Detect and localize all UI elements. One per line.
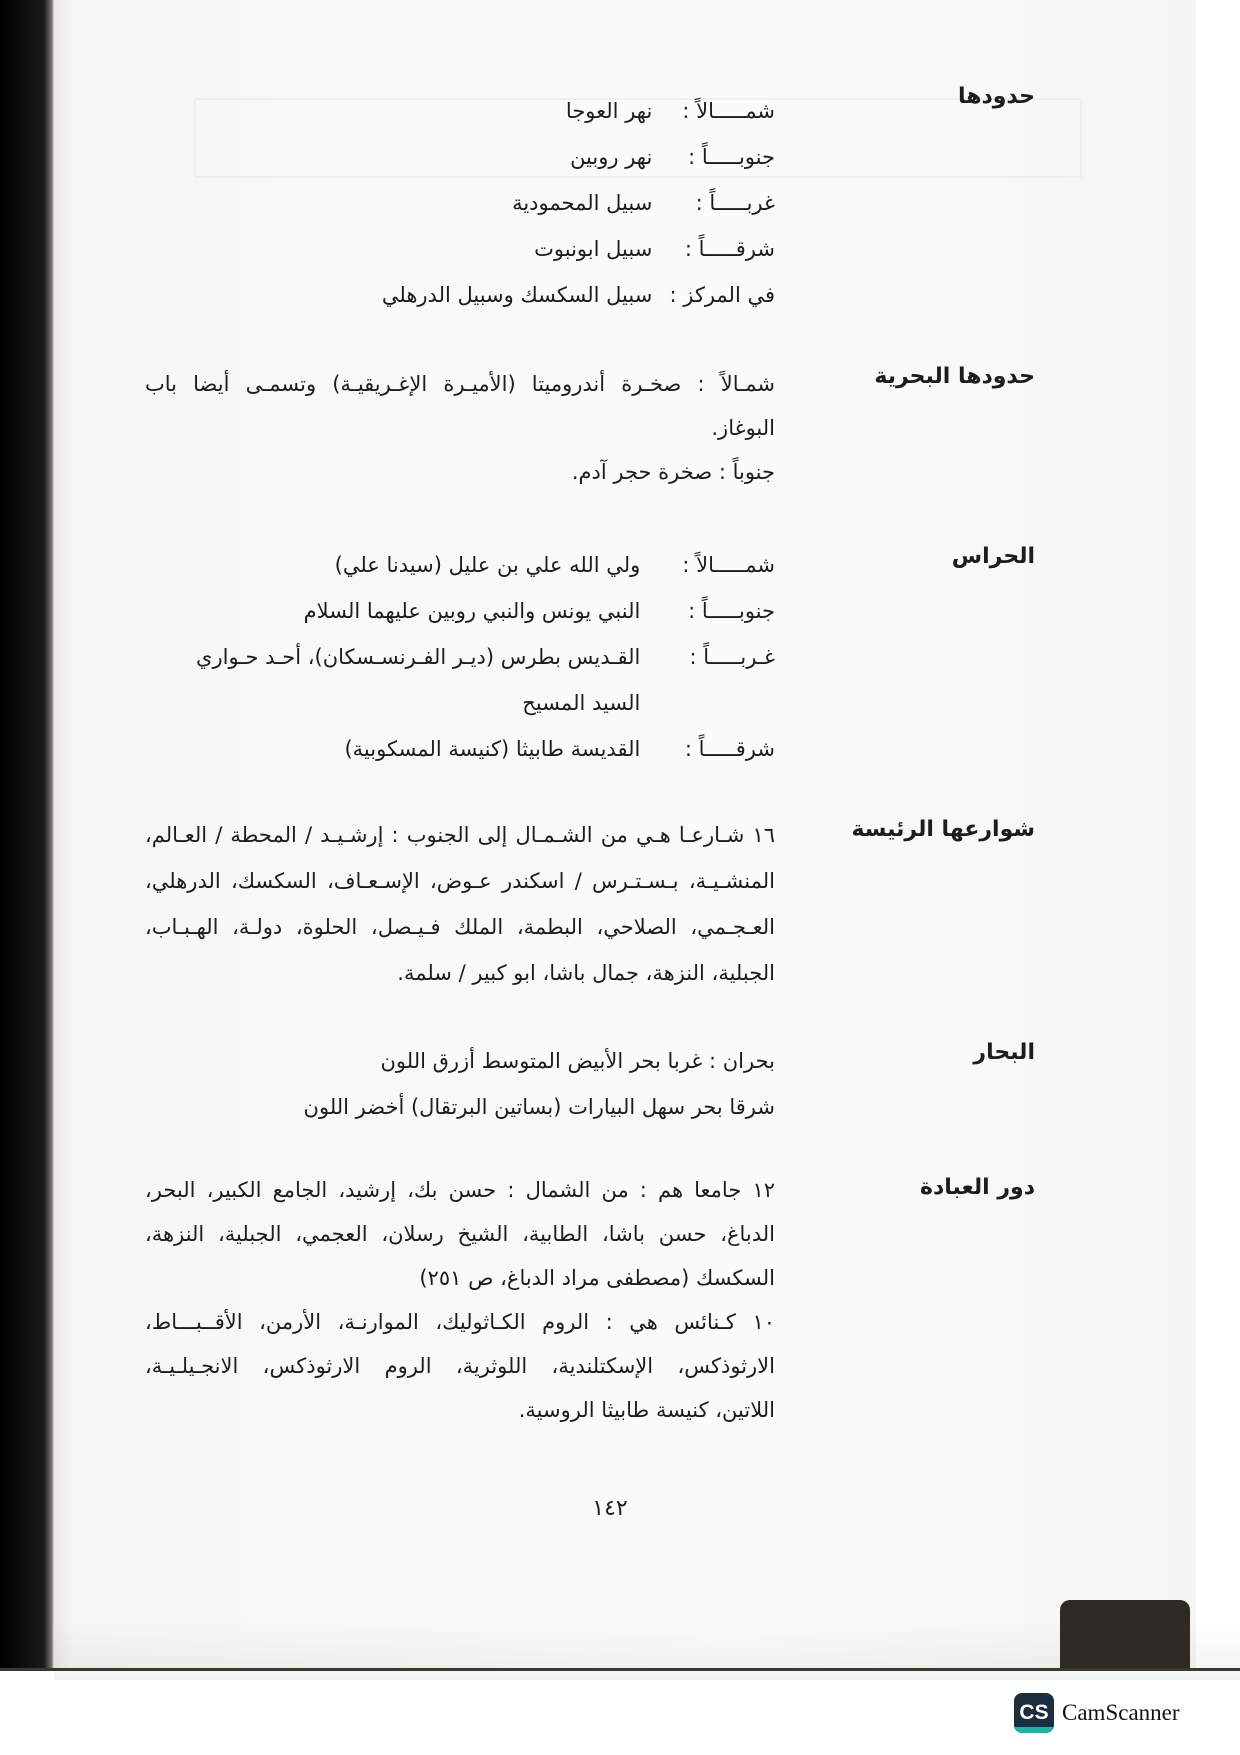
border-line: جنوبـــــاً : نهر روبين [570,145,775,169]
text-line: شمـالاً : صخـرة أندروميتا (الأميـرة الإغـريقيـة) وتسمـى أيضا باب [145,372,775,396]
scanner-clip [1060,1600,1190,1670]
text-line: اللاتين، كنيسة طابيثا الروسية. [518,1398,775,1422]
text-line: الدباغ، حسن باشا، الطابية، الشيخ رسلان، العجمي، الجبلية، النزهة، [145,1222,775,1246]
guardian-line: شرقـــــاً : القديسة طابيثا (كنيسة المسكوبية) [344,737,775,761]
heading-seas: البحار [973,1040,1035,1065]
text-line: ١٢ جامعا هم : من الشمال : حسن بك، إرشيد، الجامع الكبير، البحر، [145,1178,775,1202]
camscanner-logo-icon: CS [1014,1693,1054,1733]
seas-text [145,1038,775,1130]
heading-sea-borders: حدودها البحرية [874,364,1035,389]
sea-borders-text [145,362,775,494]
worship-text [145,1168,775,1432]
page-number: ١٤٢ [592,1496,628,1521]
heading-main-streets: شوارعها الرئيسة [851,817,1035,842]
heading-borders: حدودها [957,84,1035,109]
border-line: شمـــــالاً : نهر العوجا [565,99,775,123]
text-line: شرقا بحر سهل البيارات (بساتين البرتقال) أخضر اللون [303,1095,775,1119]
border-line: غربـــــاً : سبيل المحمودية [512,191,775,215]
text-line: الارثوذكس، الإسكتلندية، اللوثرية، الروم الارثوذكس، الانجـيلـيـة، [145,1354,775,1378]
guardians-list [145,542,775,772]
text-line: بحران : غربا بحر الأبيض المتوسط أزرق اللون [380,1049,775,1073]
scan-dark-edge [0,0,54,1670]
text-line: جنوباً : صخرة حجر آدم. [571,460,775,484]
page-bottom-edge [0,1668,1240,1671]
guardian-line: جنوبـــــاً : النبي يونس والنبي روبين عليهما السلام [303,599,775,623]
border-line: في المركز : سبيل السكسك وسبيل الدرهلي [381,283,775,307]
text-line: الجبلية، النزهة، جمال باشا، ابو كبير / سلمة. [397,961,775,985]
heading-places-of-worship: دور العبادة [919,1175,1035,1200]
text-line: السكسك (مصطفى مراد الدباغ، ص ٢٥١) [419,1266,775,1290]
text-line: البوغاز. [711,416,775,440]
text-line: ١٠ كـنائس هي : الروم الكـاثوليك، الموارنـة، الأرمن، الأقــبـــاط، [145,1310,775,1334]
borders-list [145,88,775,318]
guardian-line: السيد المسيح [522,691,641,715]
border-line: شرقـــــاً : سبيل ابونبوت [534,237,775,261]
camscanner-brand: CamScanner [1062,1700,1180,1725]
guardian-line: غـربـــــاً : القـديس بطرس (ديـر الفـرنسـسكان)، أحـد حـواري [196,645,775,669]
camscanner-watermark [1014,1690,1180,1736]
heading-guardians: الحراس [951,544,1035,569]
text-line: العـجـمي، الصلاحي، البطمة، الملك فـيـصل، الحلوة، دولـة، الهـبـاب، [145,915,775,939]
text-line: ١٦ شـارعـا هـي من الشـمـال إلى الجنوب : إرشـيـد / المحطة / العـالم، [145,823,775,847]
text-line: المنشـيـة، بـسـتـرس / اسكندر عـوض، الإسـعـاف، السكسك، الدرهلي، [145,869,775,893]
main-streets-text [145,812,775,996]
guardian-line: شمـــــالاً : ولي الله علي بن عليل (سيدنا علي) [334,553,775,577]
